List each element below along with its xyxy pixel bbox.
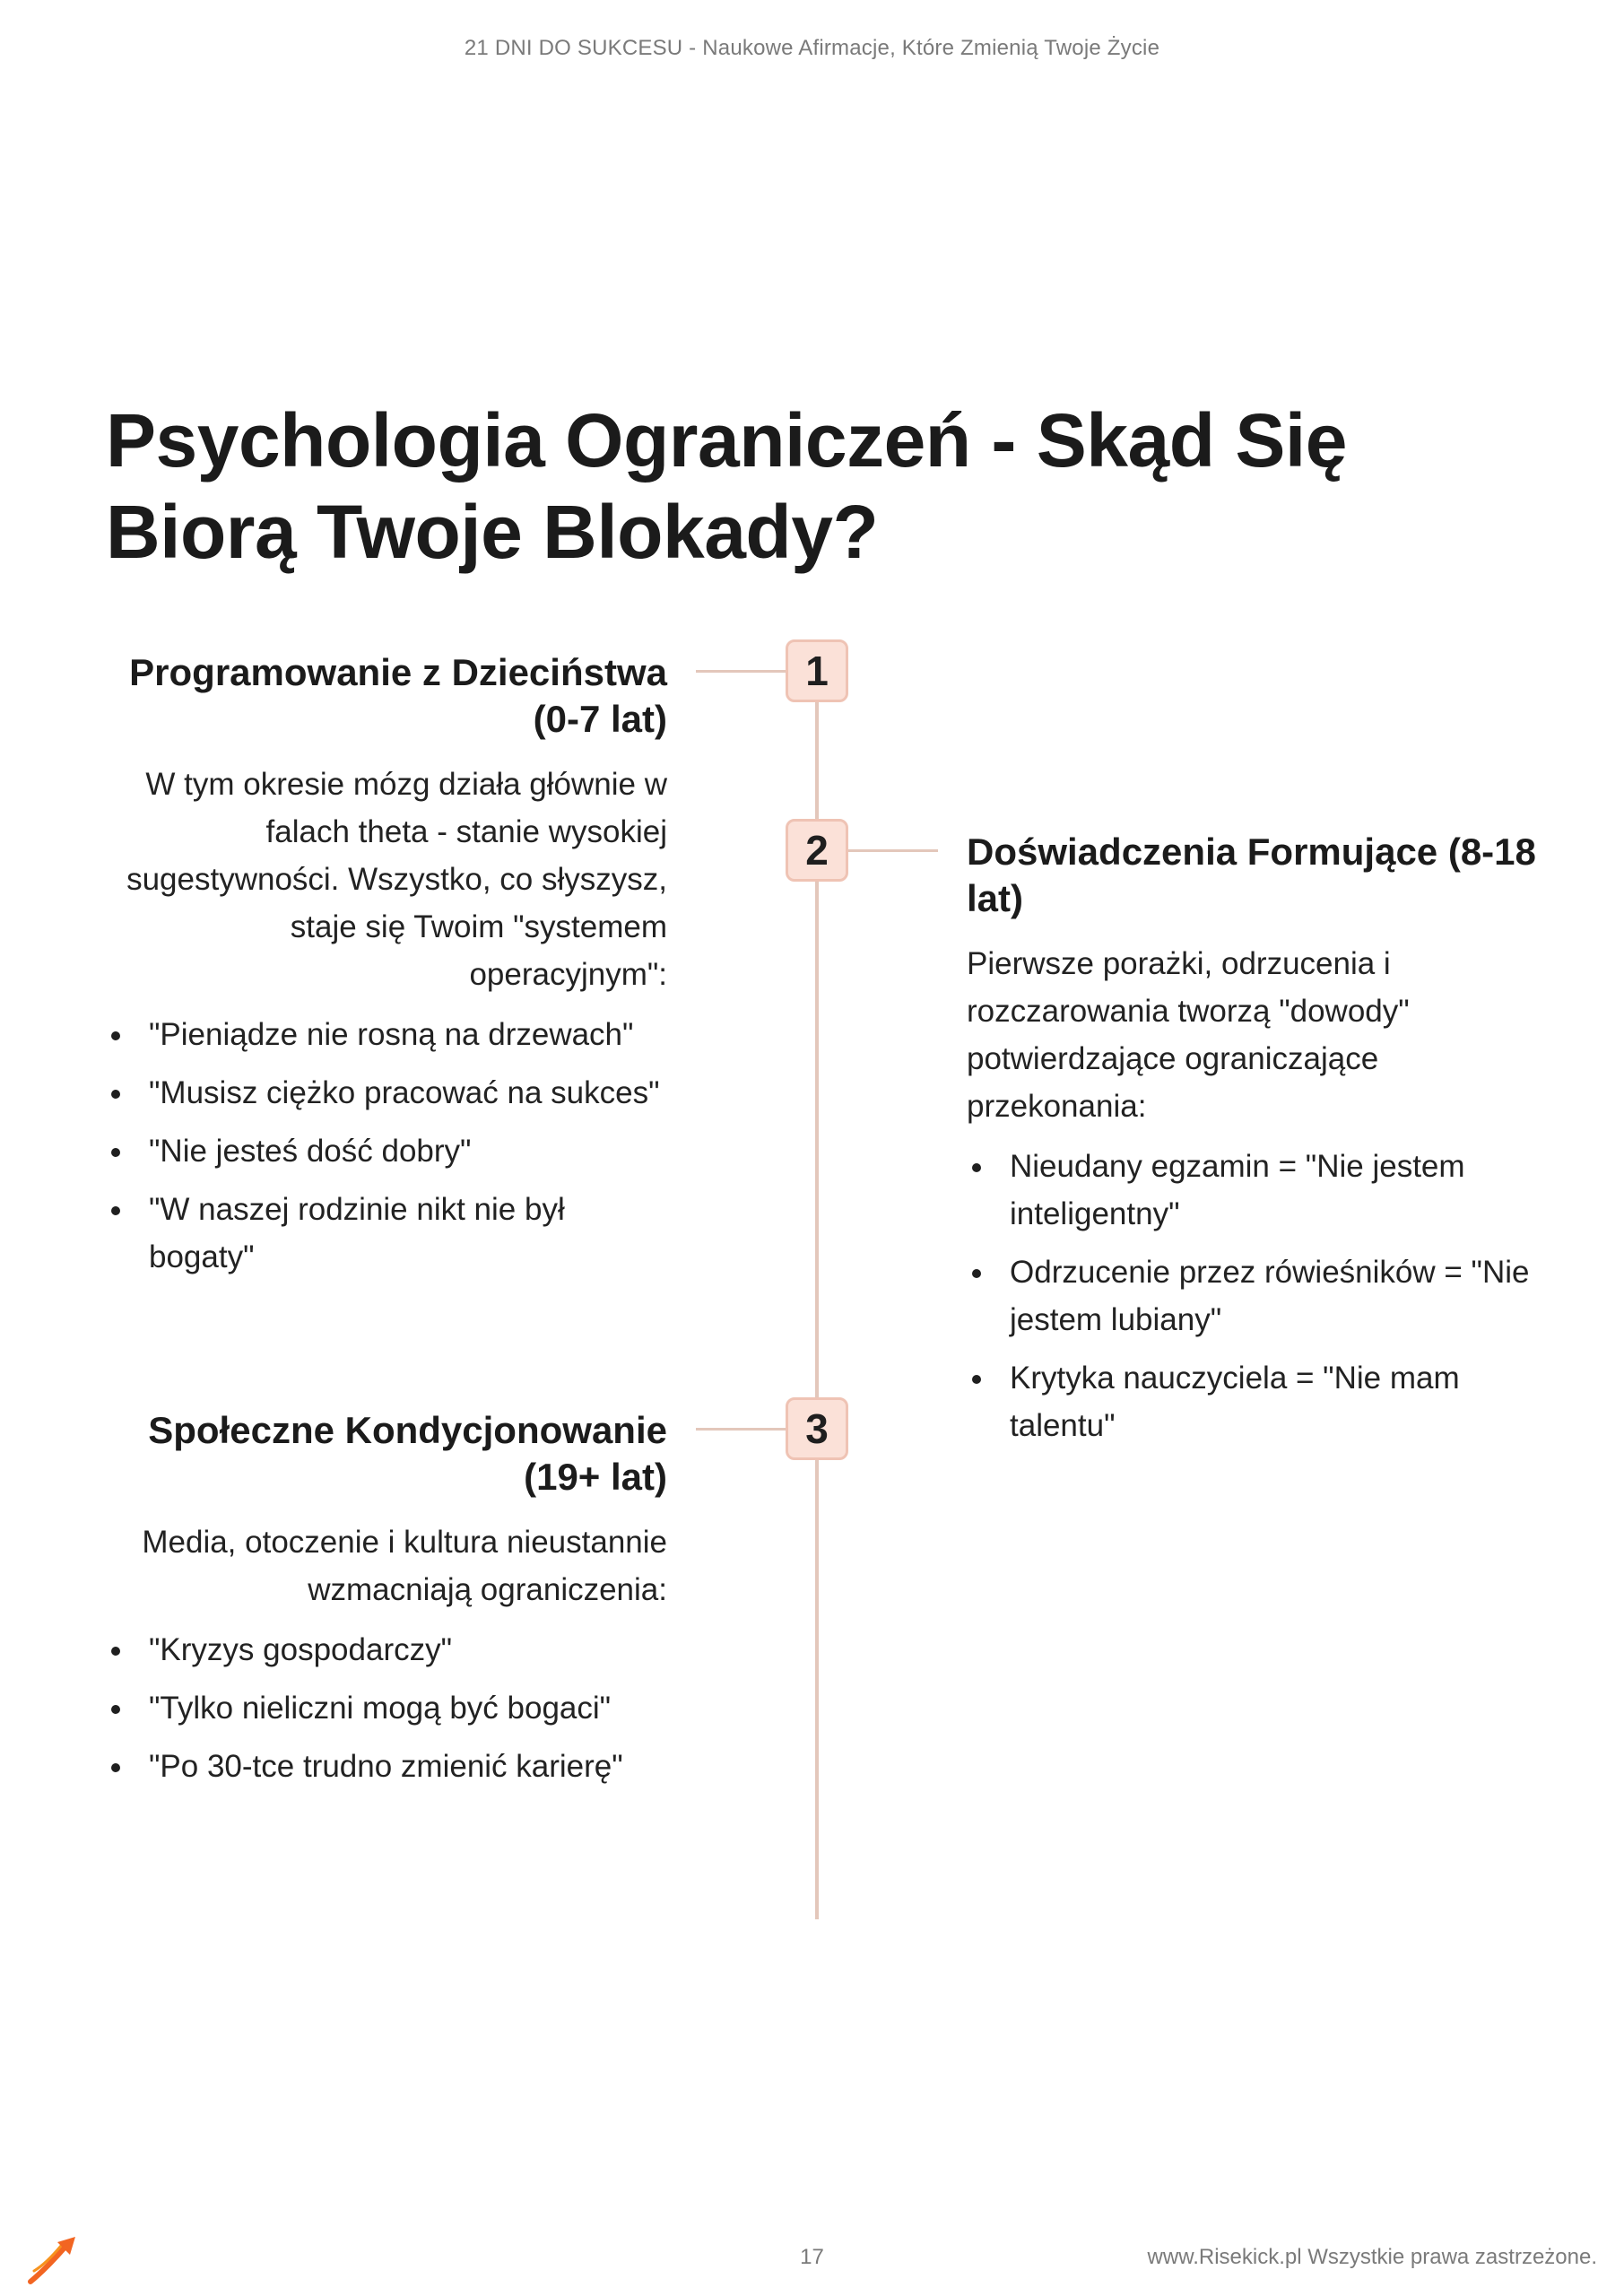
step-1-intro: W tym okresie mózg działa głównie w falach theta - stanie wysokiej sugestywności. Wszystko, co słyszysz, staje się Twoim "systemem operacyjnym": [126, 767, 667, 992]
running-header: 21 DNI DO SUKCESU - Naukowe Afirmacje, Które Zmienią Twoje Życie [464, 36, 1160, 60]
step-2-intro: Pierwsze porażki, odrzucenia i rozczarowania tworzą "dowody" potwierdzające ograniczające przekonania: [967, 946, 1410, 1124]
list-item: "Musisz ciężko pracować na sukces" [106, 1069, 667, 1117]
list-item: "Tylko nieliczni mogą być bogaci" [106, 1684, 667, 1732]
step-1-section [106, 649, 667, 1292]
step-1-connector [696, 670, 786, 673]
step-1-heading: Programowanie z Dzieciństwa (0-7 lat) [129, 651, 667, 740]
list-item: Krytyka nauczyciela = "Nie mam talentu" [967, 1354, 1541, 1449]
list-item: "Po 30-tce trudno zmienić karierę" [106, 1743, 667, 1790]
step-2-heading: Doświadczenia Formujące (8-18 lat) [967, 831, 1536, 919]
step-2-section [967, 829, 1541, 1460]
step-2-connector [848, 849, 938, 852]
step-2-list [967, 1143, 1541, 1449]
list-item: "Pieniądze nie rosną na drzewach" [106, 1011, 667, 1058]
step-3-badge: 3 [786, 1397, 848, 1460]
page-number: 17 [800, 2245, 824, 2269]
step-1-list [106, 1011, 667, 1281]
step-3-list [106, 1626, 667, 1790]
page-title: Psychologia Ograniczeń - Skąd Się Biorą Twoje Blokady? [106, 398, 1347, 574]
step-3-connector [696, 1428, 786, 1431]
list-item: "Nie jesteś dość dobry" [106, 1127, 667, 1175]
list-item: "W naszej rodzinie nikt nie był bogaty" [106, 1186, 667, 1281]
step-1-badge: 1 [786, 639, 848, 702]
step-2-badge: 2 [786, 819, 848, 882]
step-3-intro: Media, otoczenie i kultura nieustannie wzmacniają ograniczenia: [142, 1525, 667, 1607]
list-item: Odrzucenie przez rówieśników = "Nie jestem lubiany" [967, 1248, 1541, 1344]
step-3-section [106, 1407, 667, 1801]
step-3-heading: Społeczne Kondycjonowanie (19+ lat) [148, 1409, 667, 1498]
list-item: Nieudany egzamin = "Nie jestem inteligentny" [967, 1143, 1541, 1238]
footer-copyright: www.Risekick.pl Wszystkie prawa zastrzeżone. [1147, 2245, 1597, 2269]
list-item: "Kryzys gospodarczy" [106, 1626, 667, 1674]
